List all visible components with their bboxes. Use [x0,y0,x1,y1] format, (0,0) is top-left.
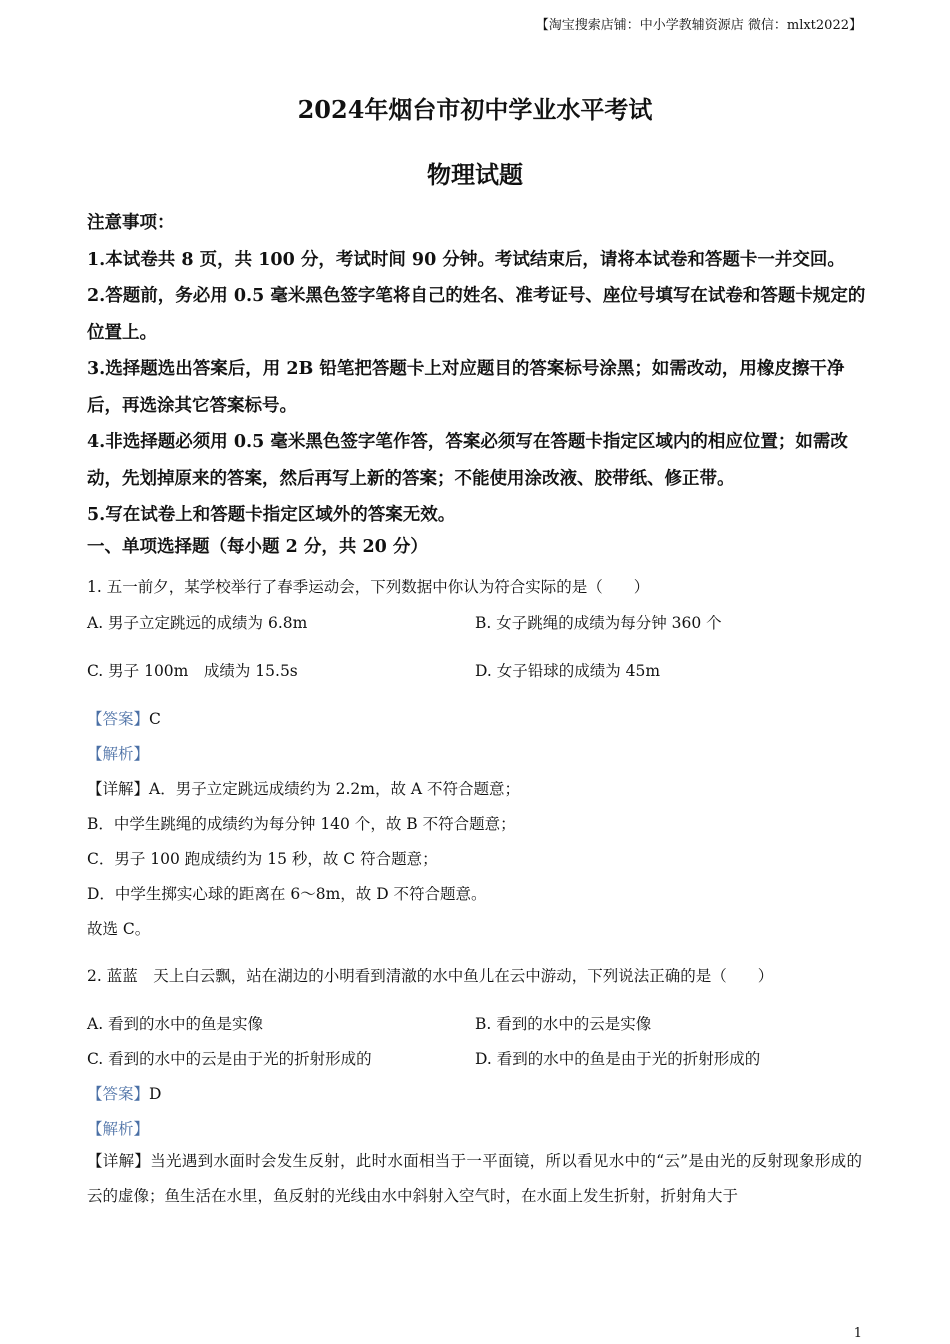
notes-heading: 注意事项： [87,213,175,233]
notes-block [87,205,877,534]
analysis-label: 【解析】 [87,745,150,763]
note-item: 3.选择题选出答案后，用 2B 铅笔把答题卡上对应题目的答案标号涂黑；如需改动，用橡皮擦干净后，再选涂其它答案标号。 [87,359,845,416]
detail-label: 【详解】 [87,780,150,798]
page-number: 1 [853,1326,862,1341]
page-subtitle: 物理试题 [427,160,523,189]
q2-answer [87,1082,161,1104]
q2-option-b: B. 看到的水中的云是实像 [475,1015,652,1033]
q1-analysis-label [87,742,149,764]
q2-answer-value: D [149,1085,162,1103]
q2-option-c: C. 看到的水中的云是由于光的折射形成的 [87,1050,372,1068]
q1-detail [87,777,520,799]
q1-answer [87,707,161,729]
note-item: 5.写在试卷上和答题卡指定区域外的答案无效。 [87,505,456,525]
answer-label: 【答案】 [87,710,150,728]
page-title: 2024年烟台市初中学业水平考试 [297,95,653,124]
q2-analysis-label [87,1117,149,1139]
q2-option-a: A. 看到的水中的鱼是实像 [87,1015,264,1033]
note-item: 4.非选择题必须用 0.5 毫米黑色签字笔作答，答案必须写在答题卡指定区域内的相应位置；如需改动，先划掉原来的答案，然后再写上新的答案；不能使用涂改液、胶带纸、修正带。 [87,432,848,489]
header-notice: 【淘宝搜索店铺：中小学教辅资源店 微信：mlxt2022】 [535,18,862,33]
q1-detail-line: B．中学生跳绳的成绩约为每分钟 140 个，故 B 不符合题意； [87,815,516,833]
q2-detail-text: 当光遇到水面时会发生反射，此时水面相当于一平面镜，所以看见水中的“云”是由光的反射现象形成的云的虚像；鱼生活在水里，鱼反射的光线由水中斜射入空气时，在水面上发生折射，折射角大于 [87,1152,862,1205]
q1-option-d: D. 女子铅球的成绩为 45m [475,662,661,680]
note-item: 2.答题前，务必用 0.5 毫米黑色签字笔将自己的姓名、准考证号、座位号填写在试卷和答题卡规定的位置上。 [87,286,866,343]
q1-answer-value: C [149,710,161,728]
q2-detail [87,1144,862,1214]
q1-detail-line: D．中学生掷实心球的距离在 6～8m，故 D 不符合题意。 [87,885,487,903]
q1-detail-line: A．男子立定跳远成绩约为 2.2m，故 A 不符合题意； [149,780,521,798]
q1-option-a: A. 男子立定跳远的成绩为 6.8m [87,614,308,632]
analysis-label: 【解析】 [87,1120,150,1138]
q2-stem: 2. 蓝蓝 天上白云飘，站在湖边的小明看到清澈的水中鱼儿在云中游动，下列说法正确的是（ ） [87,967,774,985]
q1-option-b: B. 女子跳绳的成绩为每分钟 360 个 [475,614,722,632]
q1-detail-line: C．男子 100 跑成绩约为 15 秒，故 C 符合题意； [87,850,438,868]
answer-label: 【答案】 [87,1085,150,1103]
q1-option-c: C. 男子 100m 成绩为 15.5s [87,662,298,680]
q2-option-d: D. 看到的水中的鱼是由于光的折射形成的 [475,1050,761,1068]
q1-stem: 1. 五一前夕，某学校举行了春季运动会，下列数据中你认为符合实际的是（ ） [87,578,650,596]
detail-label: 【详解】 [87,1152,151,1170]
section-heading: 一、单项选择题（每小题 2 分，共 20 分） [87,537,428,557]
q1-conclusion: 故选 C。 [87,920,151,938]
note-item: 1.本试卷共 8 页，共 100 分，考试时间 90 分钟。考试结束后，请将本试卷和答题卡一并交回。 [87,249,845,270]
